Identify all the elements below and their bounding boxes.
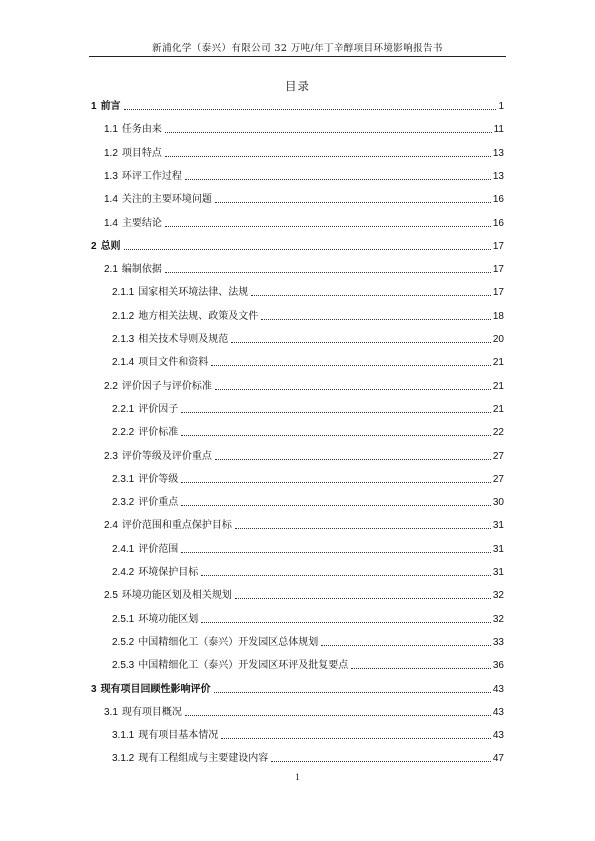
toc-entry-number: 2.2.2	[112, 427, 135, 439]
toc-entry-label: 任务由来	[121, 124, 162, 136]
toc-entry-number: 2.5.3	[112, 660, 135, 672]
toc-entry-page: 43	[492, 683, 504, 695]
toc-entry-number: 2.5	[104, 590, 118, 602]
toc-entry-page: 33	[492, 636, 504, 648]
toc-entry-label: 国家相关环境法律、法规	[138, 287, 249, 299]
toc-entry-number: 2	[91, 240, 97, 252]
toc-dot-leader	[215, 458, 491, 460]
toc-entry-page: 21	[492, 357, 504, 369]
toc-dot-leader	[181, 481, 491, 483]
toc-entry-label: 现有项目基本情况	[138, 730, 219, 742]
toc-entry-number: 2.2.1	[112, 403, 135, 415]
toc-dot-leader	[124, 248, 491, 250]
toc-entry-page: 43	[492, 730, 504, 742]
toc-entry[interactable]	[112, 305, 504, 323]
toc-title: 目录	[285, 79, 310, 93]
toc-entry-page: 21	[492, 403, 504, 415]
toc-dot-leader	[271, 760, 491, 762]
toc-entry-label: 评价范围和重点保护目标	[121, 520, 232, 532]
toc-entry-page: 31	[492, 520, 504, 532]
toc-dot-leader	[221, 737, 491, 739]
toc-entry-number: 2.5.2	[112, 636, 135, 648]
toc-entry-label: 现有工程组成与主要建设内容	[138, 753, 269, 765]
toc-dot-leader	[165, 131, 492, 133]
toc-dot-leader	[185, 714, 491, 716]
toc-entry-page: 32	[492, 613, 504, 625]
toc-dot-leader	[261, 318, 491, 320]
toc-entry[interactable]	[112, 654, 504, 672]
toc-entry-number: 2.2	[104, 380, 118, 392]
toc-entry-label: 环境保护目标	[138, 567, 199, 578]
toc-entry-label: 评价标准	[138, 427, 179, 439]
toc-entry[interactable]	[112, 398, 504, 416]
toc-entry-page: 16	[492, 217, 504, 229]
toc-entry-page: 31	[492, 567, 504, 578]
toc-entry[interactable]	[104, 584, 504, 602]
toc-entry[interactable]	[104, 188, 504, 206]
toc-entry-number: 1.3	[104, 170, 118, 182]
toc-entry-number: 2.1.1	[112, 287, 135, 299]
toc-entry[interactable]	[91, 235, 504, 253]
toc-entry[interactable]	[112, 328, 504, 346]
toc-entry-number: 3	[91, 683, 97, 695]
toc-entry[interactable]	[112, 491, 504, 509]
toc-entry-number: 2.4.1	[112, 543, 135, 555]
toc-entry-page: 17	[492, 287, 504, 299]
toc-dot-leader	[181, 551, 491, 553]
toc-entry-number: 2.5.1	[112, 613, 135, 625]
toc-dot-leader	[321, 644, 491, 646]
toc-entry-label: 编制依据	[121, 264, 162, 276]
toc-entry-number: 2.3	[104, 450, 118, 462]
toc-entry-number: 2.3.1	[112, 473, 135, 485]
toc-dot-leader	[181, 411, 491, 413]
toc-entry-number: 3.1	[104, 706, 118, 718]
toc-entry[interactable]	[104, 375, 504, 393]
toc-entry-page: 43	[492, 706, 504, 718]
toc-entry[interactable]	[112, 747, 504, 765]
toc-entry[interactable]	[112, 538, 504, 556]
toc-entry-page: 27	[492, 473, 504, 485]
toc-entry-label: 评价因子与评价标准	[121, 380, 212, 392]
toc-entry[interactable]	[91, 678, 504, 696]
toc-entry-page: 22	[492, 427, 504, 439]
toc-entry[interactable]	[104, 118, 504, 136]
toc-entry-number: 2.1.4	[112, 357, 135, 369]
toc-entry[interactable]	[104, 142, 504, 160]
toc-entry[interactable]	[112, 561, 504, 579]
toc-entry-page: 30	[492, 497, 504, 509]
toc-dot-leader	[235, 527, 491, 529]
toc-entry-page: 17	[492, 264, 504, 276]
toc-dot-leader	[165, 155, 491, 157]
toc-entry[interactable]	[112, 351, 504, 369]
toc-entry-number: 1.4	[104, 194, 118, 206]
toc-entry-page: 16	[492, 194, 504, 206]
toc-entry[interactable]	[104, 445, 504, 463]
toc-entry-label: 现有项目概况	[121, 706, 182, 718]
toc-entry-page: 21	[492, 380, 504, 392]
toc-entry-page: 27	[492, 450, 504, 462]
toc-entry-page: 11	[493, 124, 504, 136]
toc-entry[interactable]	[112, 281, 504, 299]
toc-entry-page: 31	[492, 543, 504, 555]
toc-entry-number: 2.1	[104, 264, 118, 276]
toc-entry-label: 评价因子	[138, 403, 179, 415]
toc-entry-label: 评价等级	[138, 473, 179, 485]
toc-entry-label: 评价重点	[138, 497, 179, 509]
toc-entry-page: 13	[492, 147, 504, 159]
toc-entry-label: 项目特点	[121, 147, 162, 159]
toc-entry[interactable]	[104, 165, 504, 183]
toc-entry-number: 1	[91, 101, 97, 112]
toc-entry-number: 2.1.2	[112, 310, 135, 322]
toc-entry-number: 2.4	[104, 520, 118, 532]
toc-dot-leader	[235, 597, 491, 599]
toc-dot-leader	[215, 388, 491, 390]
toc-entry-label: 地方相关法规、政策及文件	[138, 310, 259, 322]
toc-entry-page: 18	[492, 310, 504, 322]
toc-entry-label: 现有项目回顾性影响评价	[100, 683, 211, 695]
toc-entry-label: 主要结论	[121, 217, 162, 229]
toc-entry-number: 2.1.3	[112, 334, 135, 345]
toc-entry-label: 项目文件和资料	[138, 357, 209, 369]
toc-dot-leader	[181, 504, 491, 506]
toc-entry-label: 环评工作过程	[121, 170, 182, 182]
toc-dot-leader	[165, 225, 491, 227]
toc-dot-leader	[351, 667, 491, 669]
toc-entry-label: 评价等级及评价重点	[121, 450, 212, 462]
toc-entry-number: 1.1	[104, 124, 118, 136]
toc-dot-leader	[201, 574, 491, 576]
toc-entry[interactable]	[104, 212, 504, 230]
toc-entry-number: 1.4	[104, 217, 118, 229]
toc-entry-page: 32	[492, 590, 504, 602]
toc-entry-label: 相关技术导则及规范	[138, 334, 229, 345]
toc-entry-page: 20	[492, 334, 504, 345]
toc-entry[interactable]	[112, 468, 504, 486]
toc-entry[interactable]	[112, 724, 504, 742]
document-header: 新浦化学（泰兴）有限公司 32 万吨/年丁辛醇项目环境影响报告书	[152, 43, 443, 54]
toc-entry[interactable]	[91, 95, 504, 113]
toc-entry-label: 前言	[100, 101, 121, 112]
toc-entry[interactable]	[112, 631, 504, 649]
toc-dot-leader	[215, 201, 491, 203]
toc-entry[interactable]	[112, 421, 504, 439]
toc-entry-label: 环境功能区划	[138, 613, 199, 625]
toc-entry-label: 中国精细化工（泰兴）开发园区环评及批复要点	[138, 660, 349, 672]
toc-entry-number: 1.2	[104, 147, 118, 159]
toc-dot-leader	[181, 434, 491, 436]
toc-entry[interactable]	[112, 608, 504, 626]
toc-dot-leader	[251, 294, 491, 296]
toc-entry-number: 3.1.1	[112, 730, 135, 742]
toc-entry-number: 2.4.2	[112, 567, 135, 578]
toc-entry[interactable]	[104, 514, 504, 532]
toc-dot-leader	[124, 108, 497, 110]
toc-entry-page: 1	[498, 101, 504, 112]
toc-entry-number: 3.1.2	[112, 753, 135, 765]
toc-entry-label: 总则	[100, 240, 121, 252]
toc-entry-page: 47	[492, 753, 504, 765]
toc-entry[interactable]	[104, 258, 504, 276]
toc-entry-label: 关注的主要环境问题	[121, 194, 212, 206]
toc-entry-label: 环境功能区划及相关规划	[121, 590, 232, 602]
toc-entry[interactable]	[104, 701, 504, 719]
header-rule	[89, 56, 506, 57]
toc-entry-label: 中国精细化工（泰兴）开发园区总体规划	[138, 636, 319, 648]
toc-dot-leader	[165, 271, 491, 273]
toc-dot-leader	[214, 691, 491, 693]
toc-entry-page: 17	[492, 240, 504, 252]
toc-entry-page: 36	[492, 660, 504, 672]
page-number: 1	[295, 772, 300, 782]
toc-dot-leader	[185, 178, 491, 180]
toc-dot-leader	[231, 341, 491, 343]
toc-entry-number: 2.3.2	[112, 497, 135, 509]
toc-dot-leader	[201, 621, 491, 623]
toc-entry-label: 评价范围	[138, 543, 179, 555]
toc-dot-leader	[211, 364, 491, 366]
toc-entry-page: 13	[492, 170, 504, 182]
